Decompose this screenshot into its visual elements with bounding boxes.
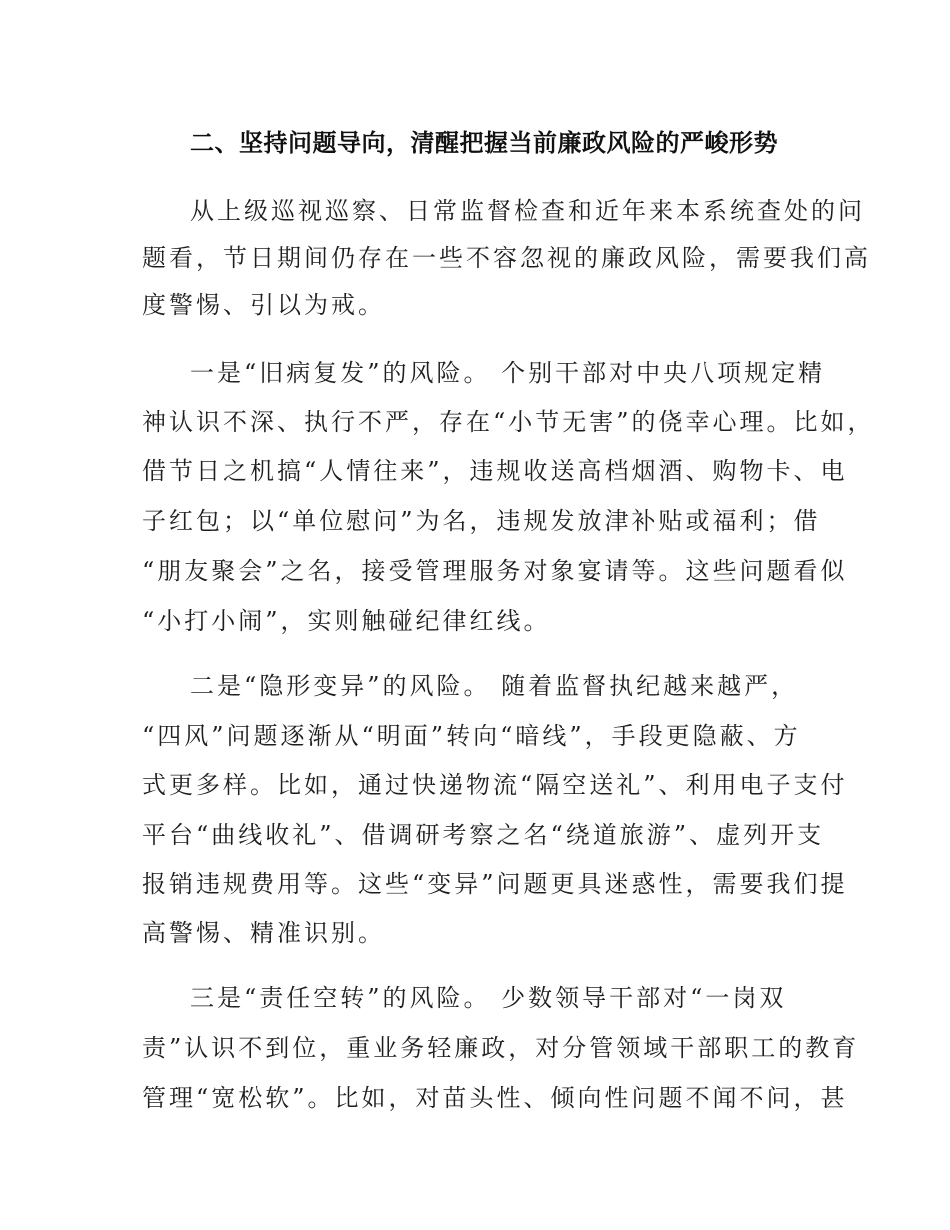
- paragraph-line: 平台“曲线收礼”、借调研考察之名“绕道旅游”、虚列开支: [142, 821, 825, 849]
- paragraph-line: 高警惕、精准识别。: [142, 919, 385, 947]
- paragraph-line: 管理“宽松软”。比如，对苗头性、倾向性问题不闻不问，甚: [142, 1084, 848, 1112]
- paragraph-line: “小打小闹”，实则触碰纪律红线。: [142, 607, 551, 635]
- paragraph-line: 式更多样。比如，通过快递物流“隔空送礼”、利用电子支付: [142, 771, 848, 799]
- paragraph-line: 责”认识不到位，重业务轻廉政，对分管领域干部职工的教育: [142, 1034, 860, 1062]
- paragraph-line: 子红包；以“单位慰问”为名，违规发放津补贴或福利；借: [142, 507, 821, 535]
- paragraph-line: 报销违规费用等。这些“变异”问题更具迷惑性，需要我们提: [142, 870, 848, 898]
- section-heading: 二、坚持问题导向，清醒把握当前廉政风险的严峻形势: [190, 129, 778, 157]
- paragraph-line: 神认识不深、执行不严，存在“小节无害”的侥幸心理。比如，: [142, 408, 875, 436]
- paragraph-line: “四风”问题逐渐从“明面”转向“暗线”，手段更隐蔽、方: [142, 722, 801, 750]
- paragraph-line: “朋友聚会”之名，接受管理服务对象宴请等。这些问题看似: [142, 557, 848, 585]
- paragraph-line: 度警惕、引以为戒。: [142, 291, 385, 319]
- paragraph-line: 二是“隐形变异”的风险。 随着监督执纪越来越严，: [190, 672, 799, 700]
- paragraph-line: 从上级巡视巡察、日常监督检查和近年来本系统查处的问: [190, 197, 865, 225]
- paragraph-line: 借节日之机搞“人情往来”，违规收送高档烟酒、购物卡、电: [142, 457, 848, 485]
- paragraph-line: 一是“旧病复发”的风险。 个别干部对中央八项规定精: [190, 359, 826, 387]
- paragraph-line: 题看，节日期间仍存在一些不容忽视的廉政风险，需要我们高: [142, 244, 871, 272]
- paragraph-line: 三是“责任空转”的风险。 少数领导干部对“一岗双: [190, 984, 787, 1012]
